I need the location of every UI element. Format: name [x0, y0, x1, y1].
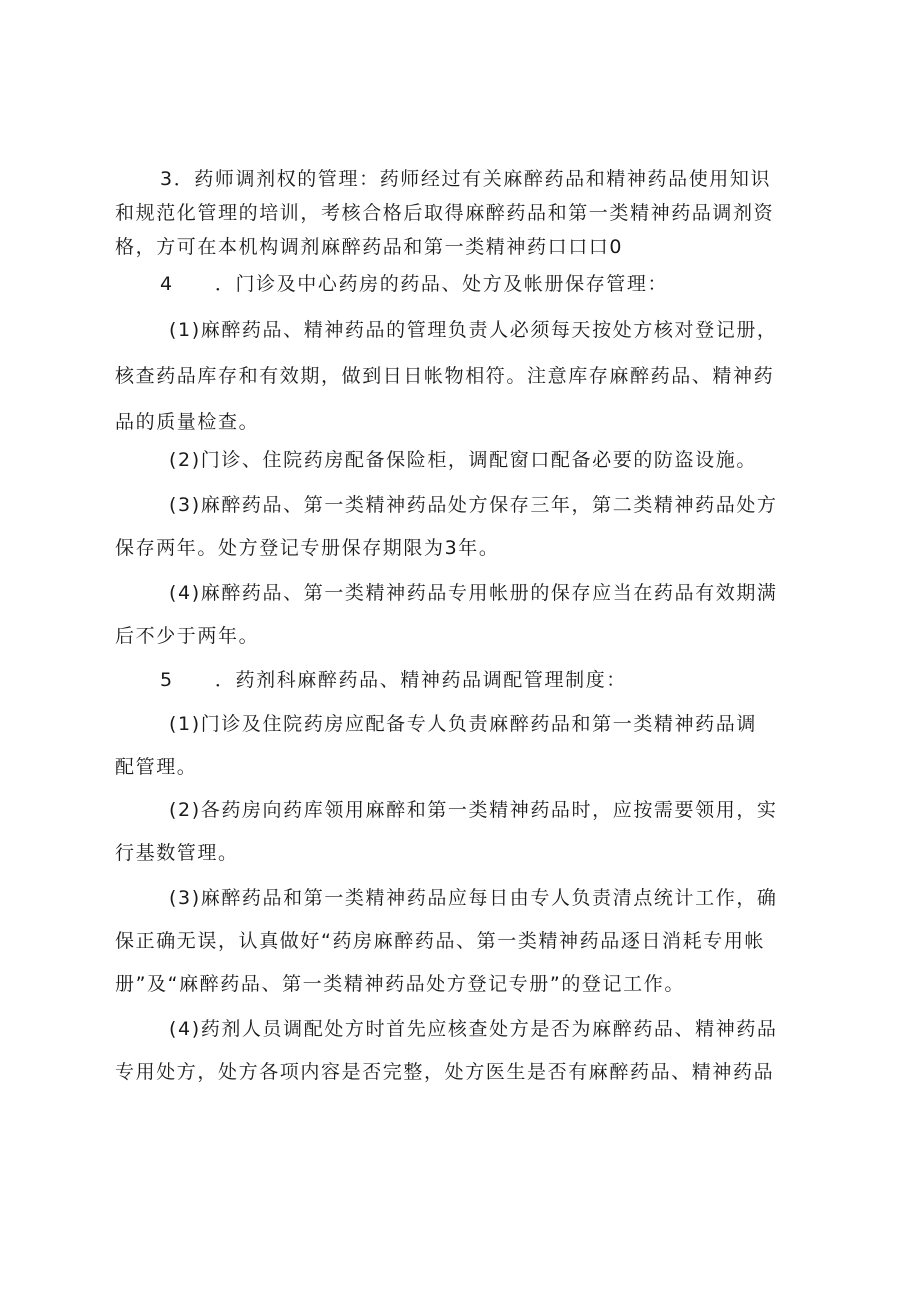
- section-5-item-4: [115, 1012, 815, 1089]
- paragraph-line: 行基数管理。: [115, 842, 239, 864]
- section-5-heading: [115, 663, 815, 697]
- paragraph-line: 3．药师调剂权的管理：药师经过有关麻醉药品和精神药品使用知识: [160, 168, 772, 190]
- paragraph-line: 格，方可在本机构调剂麻醉药品和第一类精神药口口口0: [115, 236, 624, 258]
- paragraph-line: 保存两年。处方登记专册保存期限为3年。: [115, 537, 500, 559]
- section-5-item-2: [115, 793, 815, 870]
- paragraph-line: (2)门诊、住院药房配备保险柜，调配窗口配备必要的防盗设施。: [169, 449, 757, 471]
- paragraph-line: (2)各药房向药库领用麻醉和第一类精神药品时，应按需要领用，实: [169, 799, 778, 821]
- section-3-paragraph: [115, 162, 815, 264]
- heading-line: 5 ．药剂科麻醉药品、精神药品调配管理制度：: [160, 669, 627, 691]
- paragraph-line: 专用处方，处方各项内容是否完整，处方医生是否有麻醉药品、精神药品: [115, 1061, 775, 1083]
- paragraph-line: (3)麻醉药品、第一类精神药品处方保存三年，第二类精神药品处方: [169, 494, 778, 516]
- paragraph-line: 配管理。: [115, 756, 198, 778]
- paragraph-line: (4)药剂人员调配处方时首先应核查处方是否为麻醉药品、精神药品: [169, 1018, 778, 1040]
- section-5-item-3: [115, 881, 815, 1001]
- section-5-item-1: [115, 707, 815, 784]
- paragraph-line: 保正确无误，认真做好“药房麻醉药品、第一类精神药品逐日消耗专用帐: [115, 930, 766, 952]
- paragraph-line: (1)门诊及住院药房应配备专人负责麻醉药品和第一类精神药品调: [169, 713, 757, 735]
- paragraph-line: 后不少于两年。: [115, 625, 260, 647]
- paragraph-line: (4)麻醉药品、第一类精神药品专用帐册的保存应当在药品有效期满: [169, 582, 778, 604]
- section-4-heading: [115, 267, 815, 301]
- section-4-item-2: [115, 443, 815, 477]
- paragraph-line: 和规范化管理的培训，考核合格后取得麻醉药品和第一类精神药品调剂资: [115, 202, 775, 224]
- section-4-item-1: [115, 313, 815, 439]
- paragraph-line: 品的质量检查。: [115, 411, 260, 433]
- section-4-item-4: [115, 576, 815, 653]
- paragraph-line: 核查药品库存和有效期，做到日日帐物相符。注意库存麻醉药品、精神药: [115, 365, 775, 387]
- paragraph-line: (1)麻醉药品、精神药品的管理负责人必须每天按处方核对登记册，: [169, 319, 778, 341]
- paragraph-line: (3)麻醉药品和第一类精神药品应每日由专人负责清点统计工作，确: [169, 887, 778, 909]
- heading-line: 4 ．门诊及中心药房的药品、处方及帐册保存管理：: [160, 273, 669, 295]
- paragraph-line: 册”及“麻醉药品、第一类精神药品处方登记专册”的登记工作。: [115, 973, 685, 995]
- section-4-item-3: [115, 488, 815, 565]
